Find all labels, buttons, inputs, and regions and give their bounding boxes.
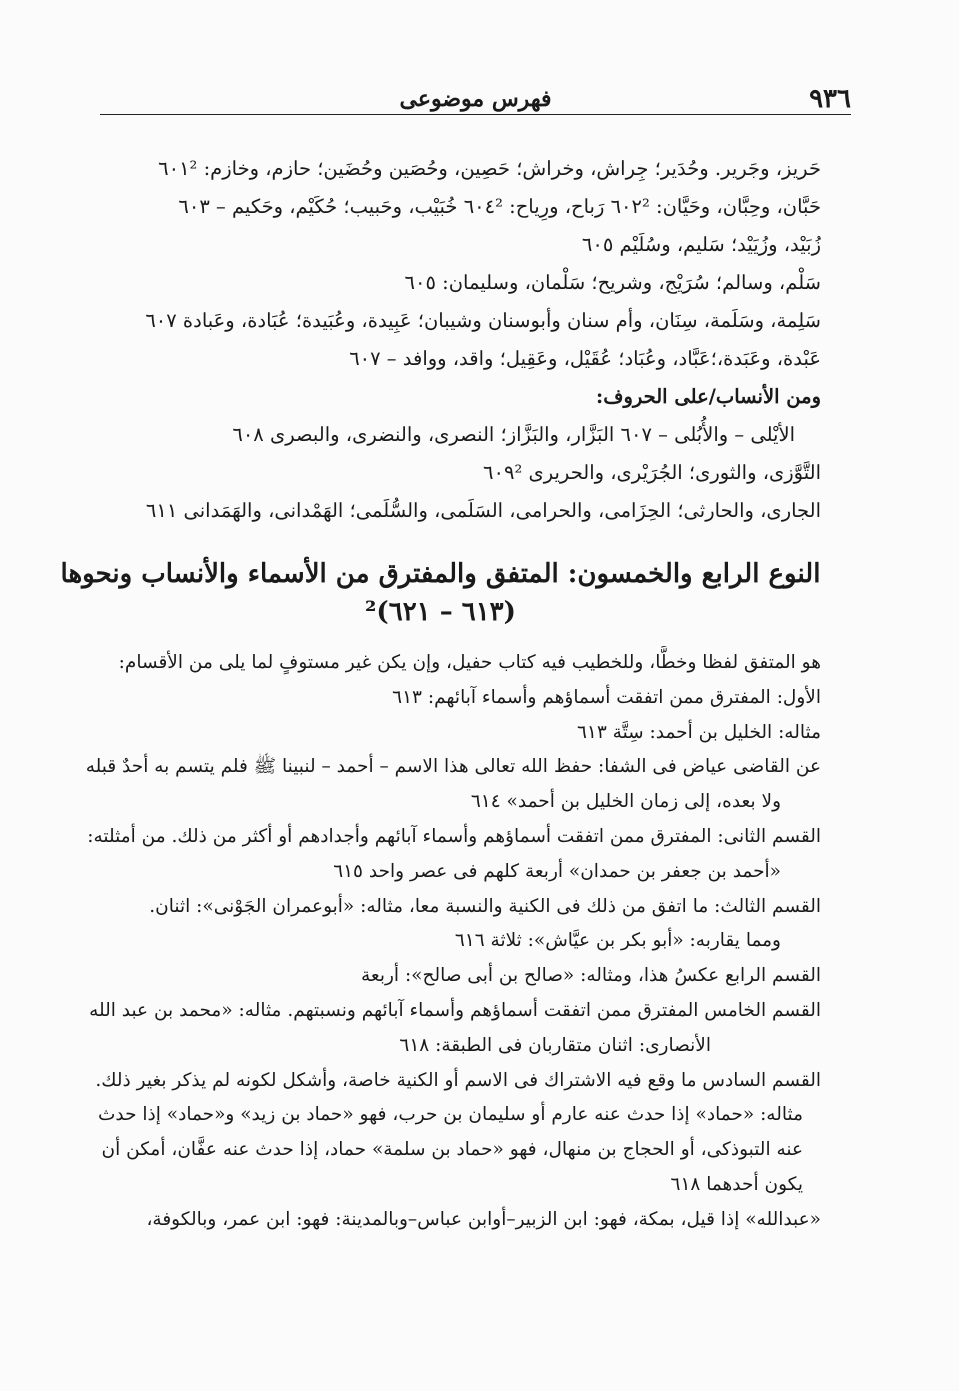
- index-line: زُبَيْد، وزُيَيْد؛ سَليم، وسُلَيْم ٦٠٥: [581, 233, 821, 256]
- paragraph-line: الأول: المفترق ممن اتفقت أسماؤهم وأسماء آبائهم: ٦١٣: [392, 686, 821, 708]
- index-line: سَلْم، وسالم؛ سُرَيْج، وشريح؛ سَلْمان، وسليمان: ٦٠٥: [404, 271, 821, 294]
- paragraph-line: هو المتفق لفظا وخطًّا، وللخطيب فيه كتاب حفيل، وإن يكن غير مستوفٍ لما يلى من الأقسام:: [118, 652, 821, 673]
- paragraph-line: عنه التبوذكى، أو الحجاج بن منهال، فهو «حماد بن سلمة» حماد، إذا حدث عنه عفَّان، أمكن أن: [101, 1139, 803, 1161]
- paragraph-line: عن القاضى عياض فى الشفا: حفظ الله تعالى هذا الاسم – أحمد – لنبينا ﷺ فلم يتسم به أحدٌ قبله: [85, 756, 821, 778]
- index-line: حَبَّان، وحِبَّان، وحَيَّان: ٦٠٢² رَباح، ورِياح: ٦٠٤² خُبَيْب، وحَبيب؛ حُكَيْم، وحَكيم – ٦٠٣: [178, 195, 821, 218]
- index-line: الجارى، والحارثى؛ الحِزَامى، والحرامى، السَلَمى، والسُّلَمى؛ الهَمْدانى، والهَمَدانى ٦١١: [145, 499, 821, 522]
- paragraph-line: القسم الرابع عكسُ هذا، ومثاله: «صالح بن أبى صالح»: أربعة: [361, 965, 821, 987]
- index-line: عَبْدة، وعَبَدة،؛عَبَّاد، وعُبَاد؛ عُقَيْل، وعَقِيل؛ واقد، ووافد – ٦٠٧: [349, 347, 821, 370]
- paragraph-line: «عبدالله» إذا قيل، بمكة، فهو: ابن الزبير–أوابن عباس–وبالمدينة: فهو: ابن عمر، وبالكوفة،: [146, 1208, 821, 1230]
- section-heading: [60, 555, 821, 631]
- section-heading-range: (٦١٣ – ٦٢١)²: [365, 597, 516, 627]
- page-header: [100, 84, 851, 115]
- running-title: فهرس موضوعى: [399, 86, 552, 112]
- paragraph-line: القسم الثانى: المفترق ممن اتفقت أسماؤهم وأسماء آبائهم وأجدادهم أو أكثر من ذلك. من أمثلته:: [87, 825, 821, 847]
- index-line: سَلِمة، وسَلَمة، سِنَان، وأم سنان وأبوسنان وشيبان؛ عَبِيدة، وعُبَيدة؛ عُبَادة، وعَبادة ٦٠٧: [145, 309, 821, 332]
- index-line: حَريز، وجَرير. وحُدَير؛ جِراش، وخراش؛ حَصِين، وحُصَين وحُضَين؛ حازم، وخازم: ٦٠١²: [158, 157, 821, 180]
- section-body: [60, 646, 821, 1238]
- paragraph-line: ولا بعده، إلى زمان الخليل بن أحمد» ٦١٤: [470, 791, 781, 813]
- paragraph-line: القسم الخامس المفترق ممن اتفقت أسماؤهم وأسماء آبائهم ونسبتهم. مثاله: «محمد بن عبد الله: [89, 999, 821, 1021]
- paragraph-line: مثاله: «حماد» إذا حدث عنه عارم أو سليمان بن حرب، فهو «حماد بن زيد» و«حماد» إذا حدث: [97, 1104, 803, 1126]
- paragraph-line: «أحمد بن جعفر بن حمدان» أربعة كلهم فى عصر واحد ٦١٥: [333, 860, 781, 882]
- index-subheading: ومن الأنساب/على الحروف:: [596, 385, 821, 408]
- index-line: الأيْلى – والأُبُلى – ٦٠٧ البَزَّار، والبَزَّاز؛ النصرى، والنضرى، والبصرى ٦٠٨: [232, 423, 795, 446]
- paragraph-line: ومما يقاربه: «أبو بكر بن عيَّاش»: ثلاثة ٦١٦: [454, 930, 781, 952]
- section-heading-title: النوع الرابع والخمسون: المتفق والمفترق من الأسماء والأنساب ونحوها: [60, 559, 821, 589]
- paragraph-line: الأنصارى: اثنان متقاربان فى الطبقة: ٦١٨: [399, 1034, 711, 1056]
- index-line: التَّوَّزى، والثورى؛ الجُرَيْرى، والحريرى ٦٠٩²: [483, 461, 821, 484]
- paragraph-line: يكون أحدهما ٦١٨: [670, 1173, 803, 1195]
- page-number: ٩٣٦: [809, 84, 851, 114]
- paragraph-line: مثاله: الخليل بن أحمد: سِتَّة ٦١٣: [576, 721, 821, 743]
- index-entries: [60, 150, 821, 530]
- paragraph-line: القسم السادس ما وقع فيه الاشتراك فى الاسم أو الكنية خاصة، وأشكل لكونه لم يذكر بغير ذلك.: [95, 1069, 821, 1091]
- paragraph-line: القسم الثالث: ما اتفق من ذلك فى الكنية والنسبة معا، مثاله: «أبوعمران الجَوْنى»: اثنان.: [149, 895, 821, 917]
